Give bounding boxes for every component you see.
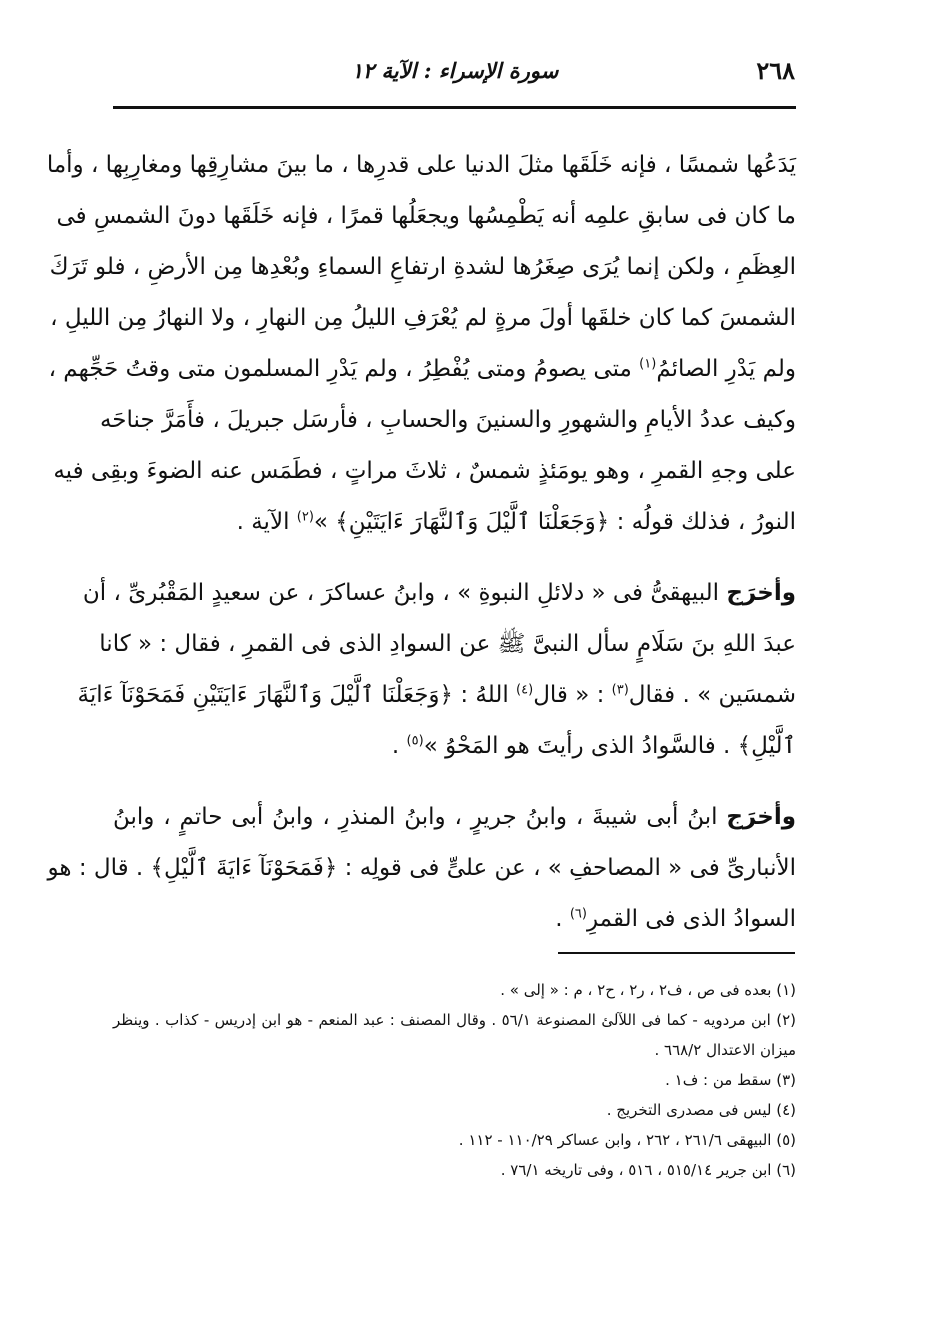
text-line bbox=[82, 568, 796, 619]
footnotes bbox=[113, 975, 796, 1185]
paragraph-lead-word: وأخرَج bbox=[726, 804, 796, 830]
text-line: الأنبارىِّ فى « المصاحفِ » ، عن علىٍّ فى قولِه : ﴿فَمَحَوْنَآ ءَايَةَ ٱلَّيْلِ﴾ . قال : هو bbox=[47, 855, 796, 881]
text-line bbox=[113, 497, 796, 548]
text-line: عبدَ اللهِ بنَ سَلَامٍ سأل النبىَّ ﷺ عن السوادِ الذى فى القمرِ ، فقال : « كانا bbox=[99, 631, 796, 657]
footnote: (٥) البيهقى ٢٦١/٦ ، ٢٦٢ ، وابن عساكر ١١٠/٢٩ - ١١٢ . bbox=[458, 1131, 796, 1149]
text-segment: . bbox=[555, 906, 563, 932]
footnote-marker: (٦) bbox=[569, 906, 587, 922]
footnote: (٢) ابن مردويه - كما فى اللآلئ المصنوعة ٥٦/١ . وقال المصنف : عبد المنعم - هو ابن إدريس - كذاب . وينظر ميزان الاعتدال ٦٦٨/٢ . bbox=[113, 1011, 796, 1059]
paragraph-lead-word: وأخرَج bbox=[726, 580, 796, 606]
text-line: يَدَعُها شمسًا ، فإنه خَلَقَها مثلَ الدنيا على قدرِها ، ما بينَ مشارِقِها ومغارِبِها ، وأما bbox=[46, 152, 796, 178]
text-segment: . bbox=[391, 733, 400, 759]
text-segment: متى يصومُ ومتى يُفْطِرُ ، ولم يَدْرِ المسلمون متى وقتُ حَجِّهم ، bbox=[48, 356, 632, 382]
text-line bbox=[48, 344, 796, 395]
text-line: الشمسَ كما كان خلقَها أولَ مرةٍ لم يُعْرَفِ الليلُ مِن النهارِ ، ولا النهارُ مِن الليلِ ، bbox=[50, 305, 796, 331]
footnote-marker: (٤) bbox=[516, 682, 534, 698]
paragraph-2 bbox=[77, 568, 796, 772]
text-segment: : « قال bbox=[533, 682, 605, 708]
text-segment: الآية . bbox=[236, 509, 290, 535]
text-segment: السوادُ الذى فى القمرِ bbox=[586, 906, 796, 932]
text-line bbox=[77, 670, 796, 721]
footnote: (٤) ليس فى مصدرى التخريج . bbox=[606, 1101, 796, 1119]
text-line: وكيف عددُ الأيامِ والشهورِ والسنينَ والحسابِ ، فأرسَل جبريلَ ، فأَمَرَّ جناحَه bbox=[99, 407, 796, 433]
text-segment: ٱلَّيْلِ﴾ . فالسَّوادُ الذى رأيتَ هو المَحْوُ » bbox=[423, 733, 796, 759]
paragraph-1 bbox=[46, 140, 796, 548]
footnote: (١) بعده فى ص ، ف٢ ، ر٢ ، ح٢ ، م : « إلى » . bbox=[500, 981, 796, 999]
main-text bbox=[46, 140, 796, 945]
page-number: ٢٦٨ bbox=[756, 56, 795, 85]
paragraph-3 bbox=[47, 792, 796, 945]
footnote-marker: (١) bbox=[639, 356, 657, 372]
running-title: سورة الإسراء : الآية ١٢ bbox=[351, 58, 559, 83]
footnote: (٦) ابن جرير ٥١٥/١٤ ، ٥١٦ ، وفى تاريخه ٧٦/١ . bbox=[500, 1161, 796, 1179]
text-segment: شمسَين » . فقال bbox=[628, 682, 796, 708]
text-line: العِظَمِ ، ولكن إنما يُرَى صِغَرُها لشدةِ ارتفاعِ السماءِ وبُعْدِها مِن الأرضِ ، فلو تَرَكَ bbox=[49, 254, 796, 280]
text-segment: اللهُ : ﴿وَجَعَلْنَا ٱلَّيْلَ وَٱلنَّهَارَ ءَايَتَيْنِ فَمَحَوْنَآ ءَايَةَ bbox=[77, 682, 509, 708]
footnote-separator bbox=[558, 952, 795, 954]
text-segment: ابنُ أبى شيبةَ ، وابنُ جريرٍ ، وابنُ المنذرِ ، وابنُ أبى حاتمٍ ، وابنُ bbox=[113, 804, 718, 830]
text-segment: ولم يَدْرِ الصائمُ bbox=[656, 356, 796, 382]
footnote-marker: (٥) bbox=[406, 733, 424, 749]
header-rule bbox=[113, 106, 796, 109]
footnote: (٣) سقط من : ف١ . bbox=[665, 1071, 796, 1089]
footnote-marker: (٣) bbox=[611, 682, 629, 698]
text-line bbox=[113, 721, 796, 772]
text-line bbox=[113, 792, 796, 843]
text-segment: النورُ ، فذلك قولُه : ﴿وَجَعَلْنَا ٱلَّيْلَ وَٱلنَّهَارَ ءَايَتَيْنِ﴾ » bbox=[313, 509, 796, 535]
text-segment: البيهقىُّ فى « دلائلِ النبوةِ » ، وابنُ عساكرَ ، عن سعيدٍ المَقْبُرىِّ ، أن bbox=[82, 580, 720, 606]
text-line bbox=[113, 894, 796, 945]
footnote-marker: (٢) bbox=[296, 509, 314, 525]
text-line: على وجهِ القمرِ ، وهو يومَئذٍ شمسٌ ، ثلاثَ مراتٍ ، فطَمَس عنه الضوءَ وبقِى فيه bbox=[53, 458, 796, 484]
page-header bbox=[115, 52, 795, 92]
text-line: ما كان فى سابقِ علمِه أنه يَطْمِسُها ويجعَلُها قمرًا ، فإنه خَلَقَها دونَ الشمسِ فى bbox=[56, 203, 796, 229]
